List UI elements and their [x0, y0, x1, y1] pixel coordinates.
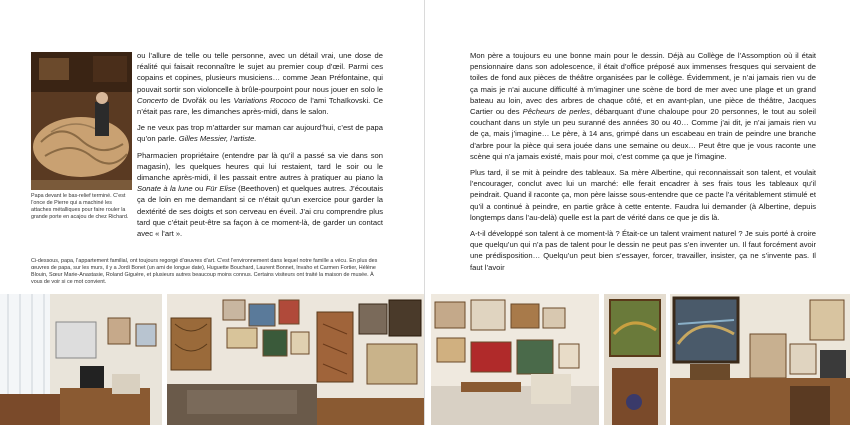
body-text: de Dvořák ou les: [167, 95, 234, 105]
photo-salon-fenetre: [0, 294, 162, 425]
italic-text: Sonate à la lune: [137, 184, 193, 194]
bottom-caption-text: Ci-dessous, papa, l’appartement familial, ont toujours regorgé d’œuvres d’art. C’est l’environnement dans lequel notre famille a vécu. En plus des œuvres de papa, sur les murs, il y a Jordi Bonet (un ami de longue date), Huguette Bouchard, Laurent Bonnet, Invaho et Carmen Fortier, Hélène Blouin, Sœur Marie-Anastasie, Roland Giguère, et plusieurs autres beaucoup moins connus. Certains visiteurs ont traité la maison de musée. À vous de voir si ce mot convient.: [31, 258, 378, 286]
portrait-photo: [31, 52, 132, 190]
photo-salon-oeuvres-art: [167, 294, 425, 425]
right-text-column: [470, 50, 816, 278]
photo-salon-oeuvres: [167, 294, 425, 425]
italic-text: Variations Rococo: [233, 95, 296, 105]
body-text: Mon père a toujours eu une bonne main pour le dessin. Déjà au Collège de l’Assomption où il était pensionnaire dans son adolescence, il était d’office préposé aux immenses fresques qui servaient de toiles de fond aux pièces de théâtre organisées par le collège. Évidemment, je n’ai jamais rien vu de ça mais je n’ai aucune difficulté à m’imaginer une scène de bord de mer avec une plage et un grand bateau au loin, avec des arbres de chaque côté, et en avant-plan, une pièce de théâtre, Jacques Cartier ou des: [470, 51, 816, 117]
right-paragraph: [470, 50, 816, 162]
body-text: de l’ami Tchaïkovski. Ce n’était pas rare, les dimanches après-midi, dans le salon.: [137, 95, 383, 117]
photo-salle-a-manger-art: [431, 294, 599, 425]
photo-salon-fenetre-art: [0, 294, 162, 425]
right-paragraph: [470, 228, 816, 273]
italic-text: Gilles Messier, l’artiste.: [178, 134, 257, 144]
photo-salon-tableau: [670, 294, 850, 425]
photo-couloir-tableaux: [604, 294, 666, 425]
body-text: , débarquant d’une chaloupe pour 20 personnes, le tout au soleil couchant dans un style un peu suranné des années 30 ou 40… Comme j’ai dit, je n’ai jamais rien vu de ça, mais j’imagine… Le père, à 14 ans, grimpé dans un escabeau en train de peindre une branche d’arbre pour la pièce qui sera jouée dans une semaine ou deux… Peut être que je vous raconte une scène qui n’a jamais existé, mais pour moi, c’est comme ça que je l’imagine.: [470, 107, 816, 161]
body-text: A-t-il développé son talent à ce moment-là ? Était-ce un talent vraiment naturel ? Je suis porté à croire que quelqu’un qui n’a pas de talent pour le dessin ne peut pas s’en inventer un. Il faut forcément avoir une prédisposition… Quelqu’un peut bien s’essayer, forcer, travailler, insister, ça ne s’invente pas. Il faut l’avoir: [470, 229, 816, 272]
photo-couloir-tableaux-art: [604, 294, 666, 425]
body-text: (Beethoven) et quelques autres. J’écoutais ça de loin en me demandant si ce n’était qu’un exercice pour garder la dextérité de ses doigts et son cerveau en éveil. J’ai cru comprendre plus tard que c’était peut-être sa façon à ce moment-là, de garder un contact avec « l’art ».: [137, 184, 383, 239]
right-page: [425, 0, 850, 425]
left-paragraph: [137, 150, 383, 240]
body-text: Je ne veux pas trop m’attarder sur maman car aujourd’hui, c’est de papa qu’on parle.: [137, 123, 383, 144]
portrait-caption-text: Papa devant le bas-relief terminé. C’est l’once de Pierre qui a machiné les attaches métalliques pour faire rouler la grande porte en acajou de chez Richard.: [31, 193, 129, 221]
italic-text: Concerto: [137, 95, 168, 105]
left-paragraph: [137, 122, 383, 144]
italic-text: Für Elise: [205, 184, 236, 194]
photo-salle-a-manger: [431, 294, 599, 425]
italic-text: Pêcheurs de perles: [522, 107, 590, 117]
portrait-photo-art: [31, 52, 132, 190]
body-text: Pharmacien propriétaire (entendre par là qu’il a passé sa vie dans son magasin), les quelques heures qui lui restaient, tard le soir ou le dimanche après-midi, il les passait entre autres à pratiquer au piano la: [137, 150, 383, 183]
bottom-caption: [31, 258, 383, 286]
photo-salon-tableau-art: [670, 294, 850, 425]
left-text-column: [137, 50, 383, 244]
portrait-caption: [31, 193, 131, 221]
body-text: ou: [192, 184, 206, 194]
body-text: Plus tard, il se mit à peindre des tableaux. Sa mère Albertine, qui reconnaissait son talent, et voulait l’encourager, conclut avec lui un marché: elle ferait encadrer à ses frais tous les tableaux qu’il peindrait. Quand il raconte ça, mon père laisse sous-entendre que ce pacte l’a véritablement stimulé et qu’il a continué à peindre, en partie grâce à cette entente. Faudra lui demander (à Albertine, depuis longtemps dans l’au-delà) quelle est la part de vérité dans ce que je dis là.: [470, 168, 816, 222]
left-paragraph: [137, 50, 383, 117]
body-text: ou l’allure de telle ou telle personne, avec un détail vrai, une dose de réalité qui faisait reconnaître le sujet au premier coup d’œil. Parmi ces copains et copines, plusieurs musiciens… comme Jean Préfontaine, qui pouvait sortir son violoncelle à brûle-pourpoint pour nous jouer en solo le: [137, 51, 383, 94]
right-paragraph: [470, 167, 816, 223]
